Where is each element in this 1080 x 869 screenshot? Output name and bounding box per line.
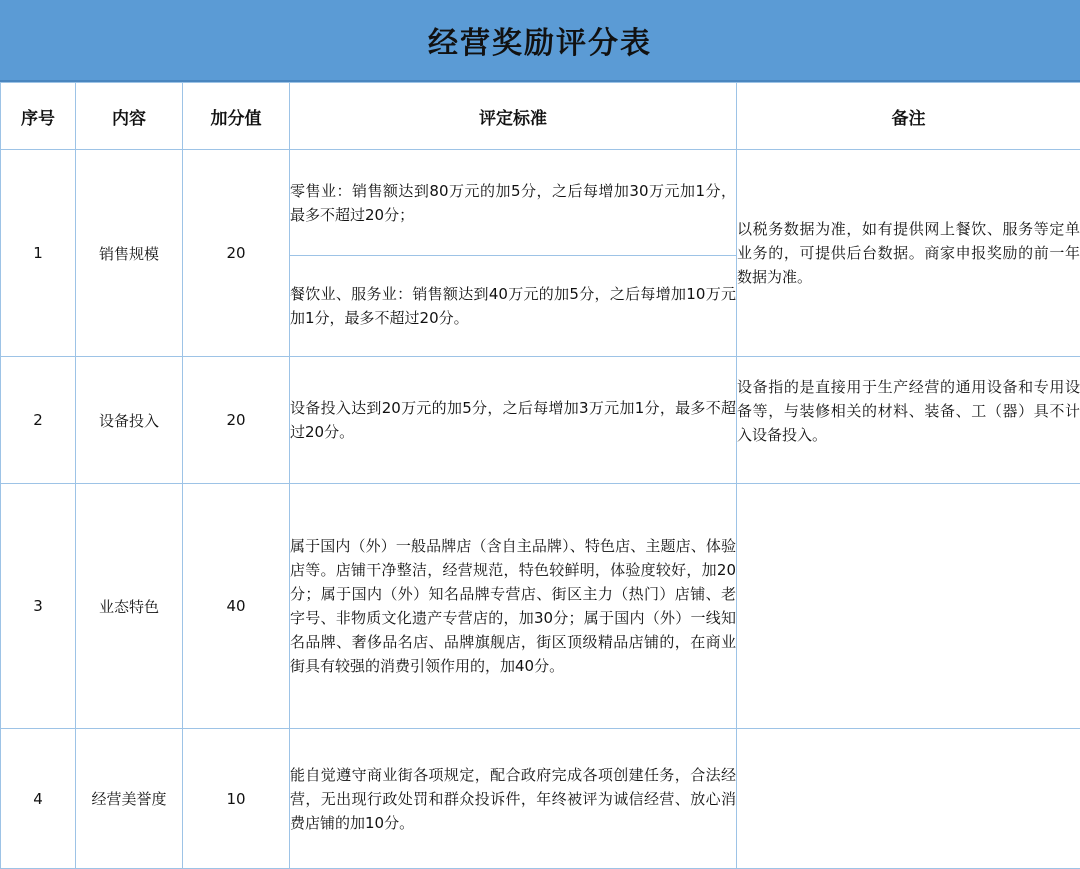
header-no: 序号	[1, 83, 76, 150]
table-row	[1, 357, 1080, 484]
row-criteria: 属于国内（外）一般品牌店（含自主品牌）、特色店、主题店、体验店等。店铺干净整洁，经营规范，特色较鲜明，体验度较好，加20分；属于国内（外）知名品牌专营店、街区主力（热门）店铺、老字号、非物质文化遗产专营店的，加30分；属于国内（外）一线知名品牌、奢侈品名店、品牌旗舰店，街区顶级精品店铺的，在商业街具有较强的消费引领作用的，加40分。	[290, 484, 737, 729]
row-no: 3	[1, 484, 76, 729]
row-points: 40	[183, 484, 290, 729]
row-points: 20	[183, 150, 290, 357]
header-item: 内容	[76, 83, 183, 150]
title-bar	[0, 0, 1080, 82]
row-points: 20	[183, 357, 290, 484]
row-points: 10	[183, 729, 290, 869]
page-title: 经营奖励评分表	[428, 26, 652, 61]
row-item: 销售规模	[76, 150, 183, 357]
header-criteria: 评定标准	[290, 83, 737, 150]
row-note: 以税务数据为准，如有提供网上餐饮、服务等定单业务的，可提供后台数据。商家申报奖励的前一年数据为准。	[737, 150, 1080, 357]
table-row	[1, 484, 1080, 729]
row-no: 2	[1, 357, 76, 484]
score-table	[0, 82, 1080, 869]
header-row	[1, 83, 1080, 150]
row-criteria-catering: 餐饮业、服务业：销售额达到40万元的加5分，之后每增加10万元加1分，最多不超过20分。	[290, 256, 737, 357]
row-item: 业态特色	[76, 484, 183, 729]
row-item: 设备投入	[76, 357, 183, 484]
header-points: 加分值	[183, 83, 290, 150]
row-note: 设备指的是直接用于生产经营的通用设备和专用设备等，与装修相关的材料、装备、工（器）具不计入设备投入。	[737, 357, 1080, 484]
header-note: 备注	[737, 83, 1080, 150]
row-criteria-retail: 零售业：销售额达到80万元的加5分，之后每增加30万元加1分，最多不超过20分；	[290, 150, 737, 256]
row-no: 1	[1, 150, 76, 357]
row-criteria: 设备投入达到20万元的加5分，之后每增加3万元加1分，最多不超过20分。	[290, 357, 737, 484]
table-row	[1, 150, 1080, 256]
row-criteria: 能自觉遵守商业街各项规定，配合政府完成各项创建任务，合法经营，无出现行政处罚和群众投诉件，年终被评为诚信经营、放心消费店铺的加10分。	[290, 729, 737, 869]
row-note	[737, 484, 1080, 729]
row-no: 4	[1, 729, 76, 869]
row-note	[737, 729, 1080, 869]
row-item: 经营美誉度	[76, 729, 183, 869]
table-row	[1, 729, 1080, 869]
